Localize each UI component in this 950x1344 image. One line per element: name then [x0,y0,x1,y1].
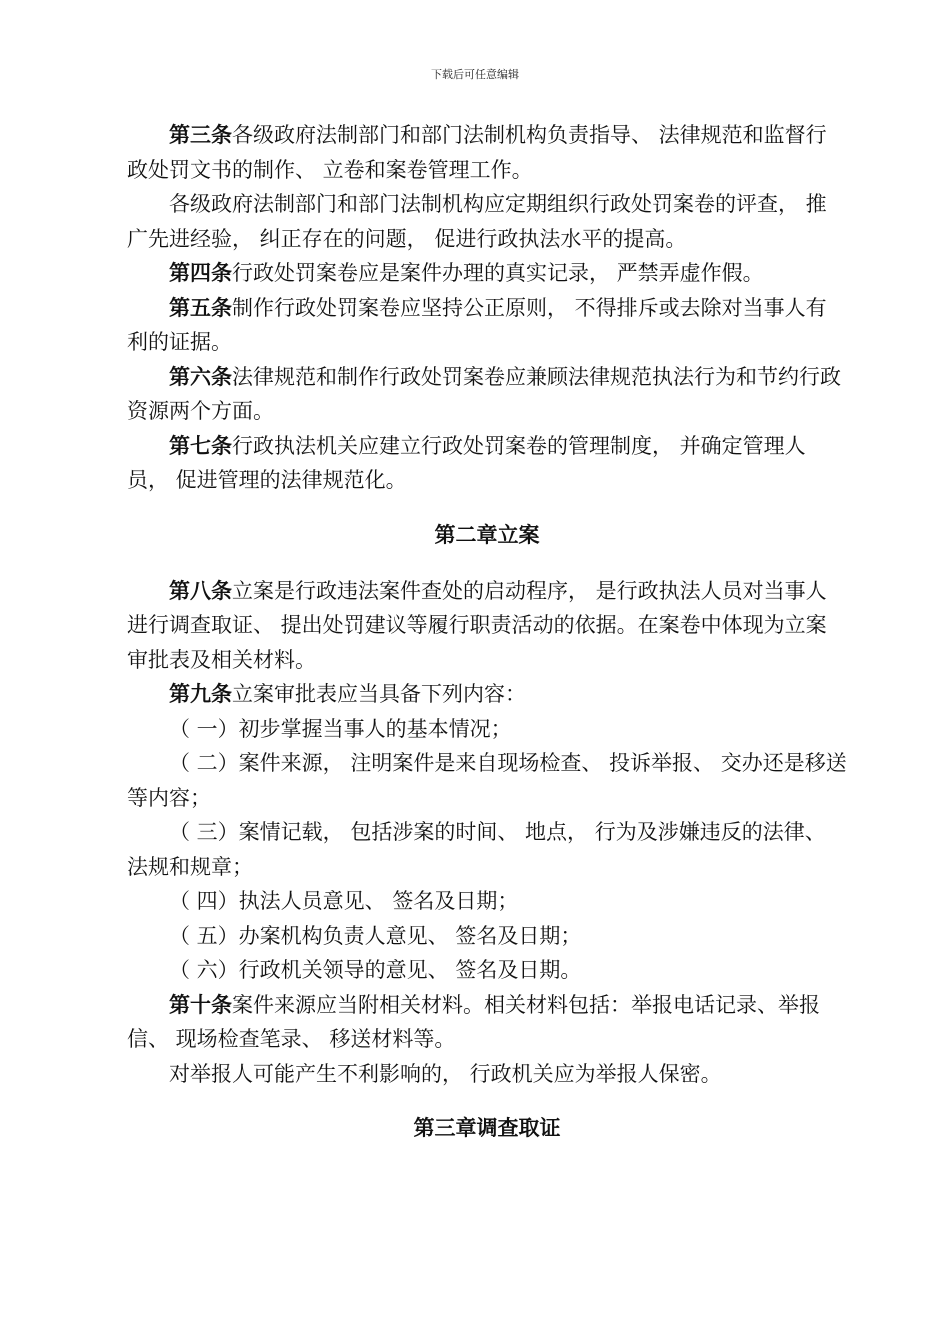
list-item-text: （ 二）案件来源， 注明案件是来自现场检查、 投诉举报、 交办还是移送等内容； [127,751,847,810]
article-label: 第六条 [169,364,232,389]
page-header: 下载后可任意编辑 [431,68,519,81]
article-3 [127,118,847,187]
list-item [127,746,847,815]
article-text: 立案审批表应当具备下列内容： [232,682,526,706]
article-text: 各级政府法制部门和部门法制机构负责指导、 法律规范和监督行政处罚文书的制作、 立卷和案卷管理工作。 [127,123,827,182]
list-item-text: （ 五）办案机构负责人意见、 签名及日期； [169,923,582,948]
chapter-3-heading: 第三章调查取证 [413,1116,561,1140]
list-item [127,884,847,919]
article-7 [127,429,847,498]
article-text: 法律规范和制作行政处罚案卷应兼顾法律规范执法行为和节约行政资源两个方面。 [127,364,841,423]
article-label: 第四条 [169,261,232,285]
article-8 [127,574,847,678]
article-label: 第三条 [169,123,232,147]
article-label: 第八条 [169,578,232,603]
article-9 [127,677,847,712]
article-label: 第七条 [169,433,232,458]
chapter-2-heading: 第二章立案 [434,522,540,547]
list-item-text: （ 三）案情记载， 包括涉案的时间、 地点， 行为及涉嫌违反的法律、 法规和规章； [127,820,826,879]
article-text: 立案是行政违法案件查处的启动程序， 是行政执法人员对当事人进行调查取证、 提出处罚建议等履行职责活动的依据。在案卷中体现为立案审批表及相关材料。 [127,578,827,672]
article-label: 第十条 [169,992,232,1017]
article-4 [127,256,847,291]
list-item [127,919,847,954]
list-item-text: （ 四）执法人员意见、 签名及日期； [169,889,519,913]
document-body [127,118,847,1145]
list-item [127,815,847,884]
article-label: 第九条 [169,682,232,706]
article-text: 各级政府法制部门和部门法制机构应定期组织行政处罚案卷的评查， 推广先进经验， 纠正存在的问题， 促进行政执法水平的提高。 [127,192,827,251]
article-text: 制作行政处罚案卷应坚持公正原则， 不得排斥或去除对当事人有利的证据。 [127,295,827,354]
list-item-text: （ 六）行政机关领导的意见、 签名及日期。 [169,958,582,982]
list-item [127,712,847,747]
article-10-para-2 [127,1057,847,1092]
article-10 [127,988,847,1057]
list-item-text: （ 一）初步掌握当事人的基本情况； [169,716,512,741]
article-label: 第五条 [169,295,232,320]
article-6 [127,360,847,429]
article-text: 案件来源应当附相关材料。相关材料包括：举报电话记录、举报信、 现场检查笔录、 移送材料等。 [127,992,820,1051]
article-5 [127,291,847,360]
article-text: 行政执法机关应建立行政处罚案卷的管理制度， 并确定管理人员， 促进管理的法律规范化。 [127,433,806,492]
article-text: 对举报人可能产生不利影响的， 行政机关应为举报人保密。 [169,1061,722,1086]
article-text: 行政处罚案卷应是案件办理的真实记录， 严禁弄虚作假。 [232,261,764,285]
article-3-para-2 [127,187,847,256]
list-item [127,953,847,988]
